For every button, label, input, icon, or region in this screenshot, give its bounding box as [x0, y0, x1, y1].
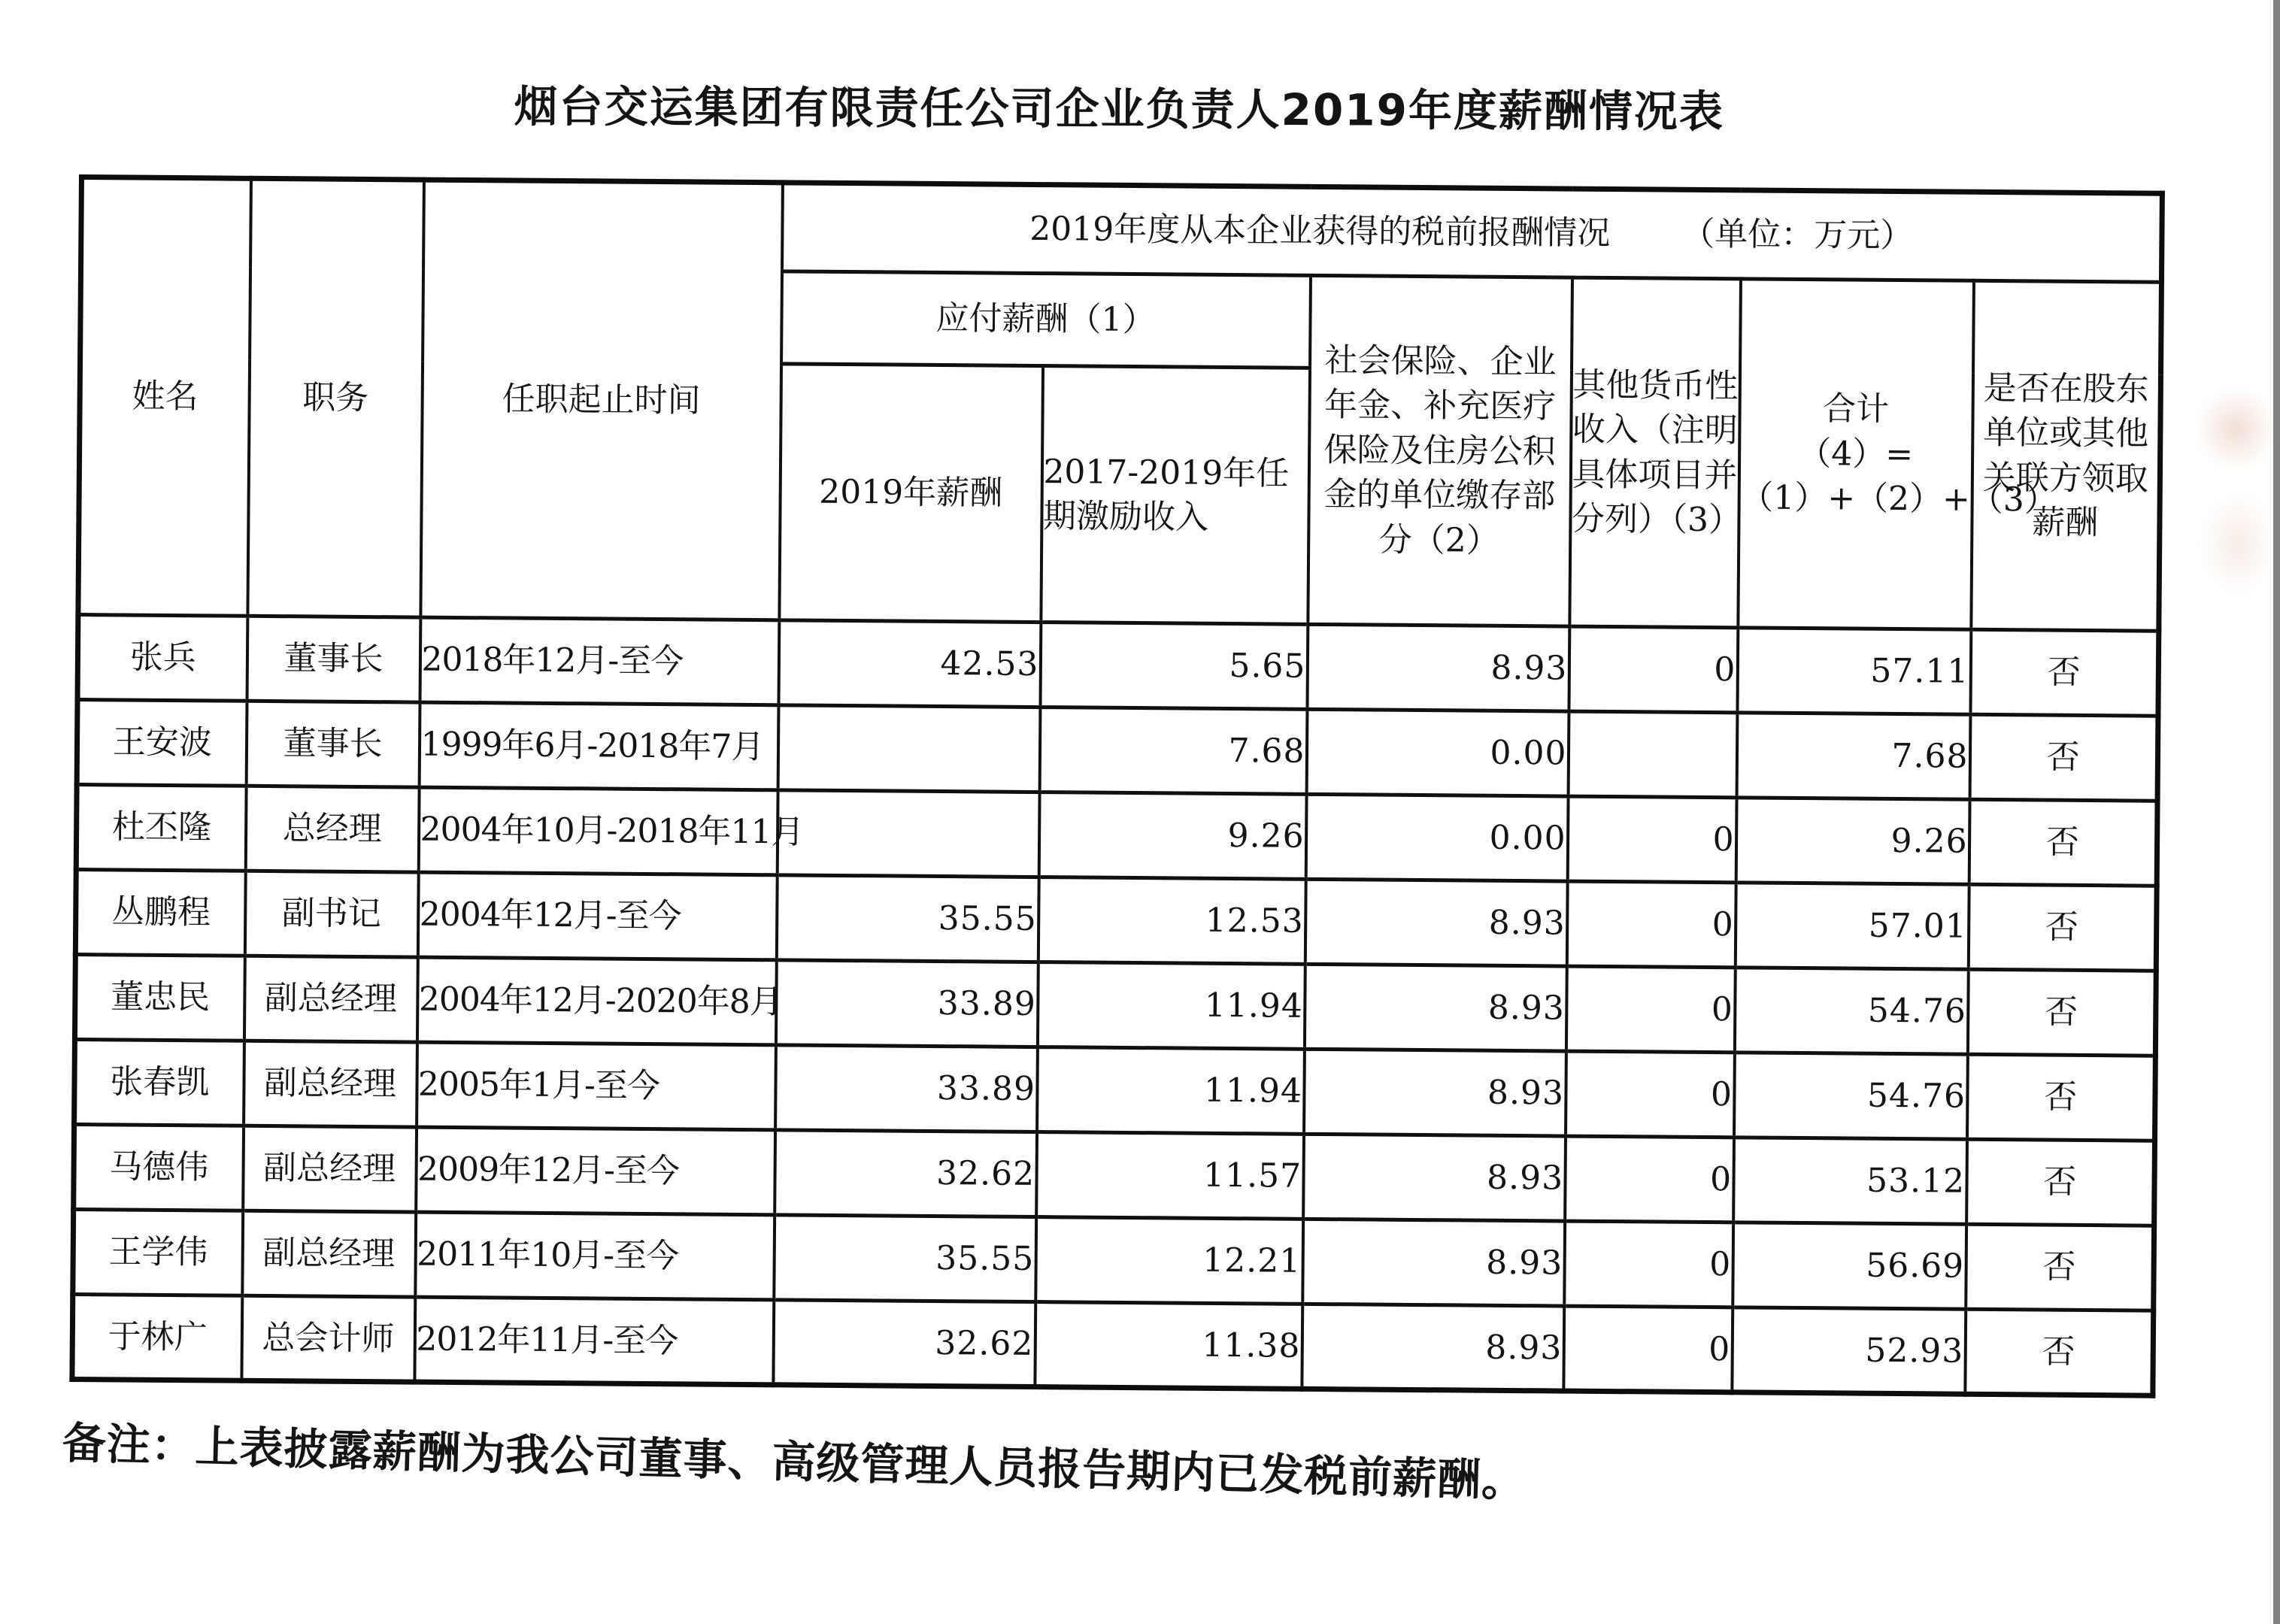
- cell-name: 王学伟: [73, 1209, 243, 1295]
- cell-salary: [777, 790, 1039, 877]
- cell-incentive: 11.38: [1035, 1302, 1302, 1389]
- salary-table-wrapper: [69, 174, 2165, 1398]
- cell-insurance: 8.93: [1304, 964, 1566, 1051]
- table-row: [75, 869, 2157, 971]
- cell-incentive: 11.94: [1037, 1047, 1305, 1135]
- table-row: [74, 954, 2156, 1056]
- header-name: 姓名: [78, 177, 251, 617]
- cell-term: 2011年10月-至今: [415, 1212, 775, 1300]
- cell-position: 总经理: [245, 786, 419, 872]
- cell-position: 副总经理: [243, 1126, 417, 1212]
- cell-related: 否: [1966, 1139, 2155, 1226]
- cell-salary: [778, 705, 1040, 792]
- cell-total: 57.11: [1737, 628, 1971, 714]
- cell-position: 副总经理: [244, 1041, 417, 1127]
- cell-other: 0: [1569, 626, 1738, 713]
- cell-total: 56.69: [1733, 1223, 1966, 1309]
- table-header: [78, 177, 2163, 632]
- cell-insurance: 8.93: [1302, 1304, 1564, 1391]
- cell-other: 0: [1566, 966, 1735, 1053]
- cell-term: 2005年1月-至今: [417, 1042, 776, 1130]
- header-related-party: 是否在股东单位或其他关联方领取薪酬: [1971, 280, 2162, 631]
- header-term: 任职起止时间: [420, 180, 783, 620]
- cell-incentive: 11.94: [1037, 962, 1305, 1050]
- cell-term: 2004年12月-2020年8月: [417, 957, 776, 1045]
- cell-position: 总会计师: [241, 1295, 415, 1382]
- cell-insurance: 0.00: [1306, 709, 1569, 796]
- cell-related: 否: [1969, 799, 2157, 886]
- cell-term: 2018年12月-至今: [420, 617, 779, 705]
- cell-incentive: 5.65: [1040, 623, 1308, 710]
- cell-other: 0: [1566, 881, 1736, 968]
- cell-term: 2012年11月-至今: [414, 1297, 774, 1385]
- cell-term: 2009年12月-至今: [416, 1127, 775, 1215]
- cell-insurance: 0.00: [1305, 794, 1568, 881]
- salary-table: [69, 174, 2165, 1398]
- cell-name: 丛鹏程: [75, 869, 245, 956]
- header-group-gap: [1610, 244, 1681, 245]
- cell-salary: 32.62: [773, 1300, 1035, 1387]
- cell-position: 副总经理: [244, 956, 417, 1042]
- cell-position: 董事长: [247, 616, 420, 702]
- cell-name: 王安波: [77, 700, 247, 786]
- cell-term: 2004年12月-至今: [417, 872, 777, 960]
- cell-position: 副书记: [244, 871, 418, 957]
- header-total: [1738, 279, 2058, 629]
- cell-related: 否: [1969, 714, 2158, 801]
- table-row: [76, 785, 2157, 886]
- header-position: 职务: [247, 178, 424, 617]
- cell-incentive: 12.53: [1038, 877, 1305, 965]
- cell-salary: 32.62: [775, 1130, 1037, 1217]
- header-group: [782, 183, 2163, 282]
- scan-smudge: [2196, 387, 2277, 470]
- cell-term: 1999年6月-2018年7月: [419, 702, 778, 790]
- cell-name: 马德伟: [74, 1124, 244, 1210]
- scan-smudge: [2202, 492, 2274, 594]
- cell-salary: 33.89: [775, 960, 1038, 1047]
- cell-insurance: 8.93: [1305, 879, 1567, 966]
- table-row: [74, 1039, 2156, 1141]
- header-salary-2019: 2019年薪酬: [779, 364, 1043, 623]
- table-row: [73, 1209, 2154, 1310]
- document-title: 烟台交运集团有限责任公司企业负责人2019年度薪酬情况表: [514, 80, 1725, 138]
- header-unit-note: （单位：万元）: [1681, 215, 1914, 256]
- table-row: [74, 1124, 2155, 1226]
- cell-total: 52.93: [1732, 1307, 1966, 1394]
- cell-salary: 33.89: [775, 1045, 1038, 1132]
- cell-name: 张兵: [77, 615, 247, 701]
- cell-related: 否: [1966, 1054, 2155, 1141]
- cell-incentive: 7.68: [1039, 707, 1307, 795]
- header-total-formula: （4）=（1）+（2）+（3）: [1739, 434, 2058, 520]
- cell-related: 否: [1967, 969, 2156, 1056]
- cell-total: 54.76: [1734, 1053, 1968, 1139]
- cell-insurance: 8.93: [1302, 1219, 1565, 1306]
- cell-other: 0: [1563, 1306, 1733, 1392]
- cell-insurance: 8.93: [1307, 624, 1569, 711]
- scan-edge-strip: [2273, 0, 2280, 1624]
- cell-other: [1568, 711, 1737, 798]
- header-group-title: 2019年度从本企业获得的税前报酬情况: [1029, 210, 1611, 253]
- cell-insurance: 8.93: [1304, 1049, 1566, 1136]
- header-incentive: 2017-2019年任期激励收入: [1041, 366, 1310, 625]
- header-payable: 应付薪酬（1）: [781, 271, 1311, 368]
- cell-incentive: 11.57: [1036, 1132, 1304, 1220]
- cell-total: 53.12: [1733, 1138, 1967, 1224]
- header-total-label: 合计: [1822, 389, 1890, 429]
- cell-related: 否: [1968, 884, 2157, 971]
- cell-position: 副总经理: [242, 1210, 416, 1297]
- footnote: 备注：上表披露薪酬为我公司董事、高级管理人员报告期内已发税前薪酬。: [61, 1416, 1527, 1507]
- table-row: [77, 615, 2159, 717]
- cell-related: 否: [1965, 1309, 2154, 1395]
- cell-other: 0: [1564, 1221, 1733, 1307]
- cell-total: 57.01: [1735, 883, 1969, 969]
- header-social-insurance: 社会保险、企业年金、补充医疗保险及住房公积金的单位缴存部分（2）: [1308, 275, 1572, 626]
- table-row: [77, 700, 2158, 801]
- header-other-income: 其他货币性收入（注明具体项目并分列）（3）: [1569, 277, 1741, 628]
- cell-incentive: 12.21: [1035, 1217, 1303, 1304]
- cell-insurance: 8.93: [1303, 1134, 1566, 1221]
- cell-total: 7.68: [1736, 713, 1970, 799]
- cell-term: 2004年10月-2018年11月: [418, 787, 778, 875]
- cell-total: 54.76: [1734, 968, 1968, 1054]
- cell-salary: 35.55: [774, 1215, 1036, 1302]
- table-row: [72, 1294, 2154, 1395]
- cell-total: 9.26: [1736, 798, 1969, 884]
- cell-name: 董忠民: [74, 954, 244, 1041]
- cell-name: 张春凯: [74, 1039, 244, 1126]
- cell-salary: 42.53: [778, 620, 1041, 707]
- cell-incentive: 9.26: [1038, 792, 1306, 880]
- cell-other: 0: [1567, 796, 1736, 883]
- cell-name: 于林广: [72, 1294, 242, 1380]
- cell-name: 杜丕隆: [76, 785, 246, 871]
- cell-other: 0: [1566, 1051, 1735, 1138]
- cell-position: 董事长: [246, 701, 420, 787]
- cell-related: 否: [1970, 629, 2159, 716]
- table-body: [72, 615, 2159, 1396]
- cell-other: 0: [1565, 1136, 1734, 1223]
- cell-related: 否: [1966, 1224, 2154, 1310]
- cell-salary: 35.55: [776, 875, 1038, 962]
